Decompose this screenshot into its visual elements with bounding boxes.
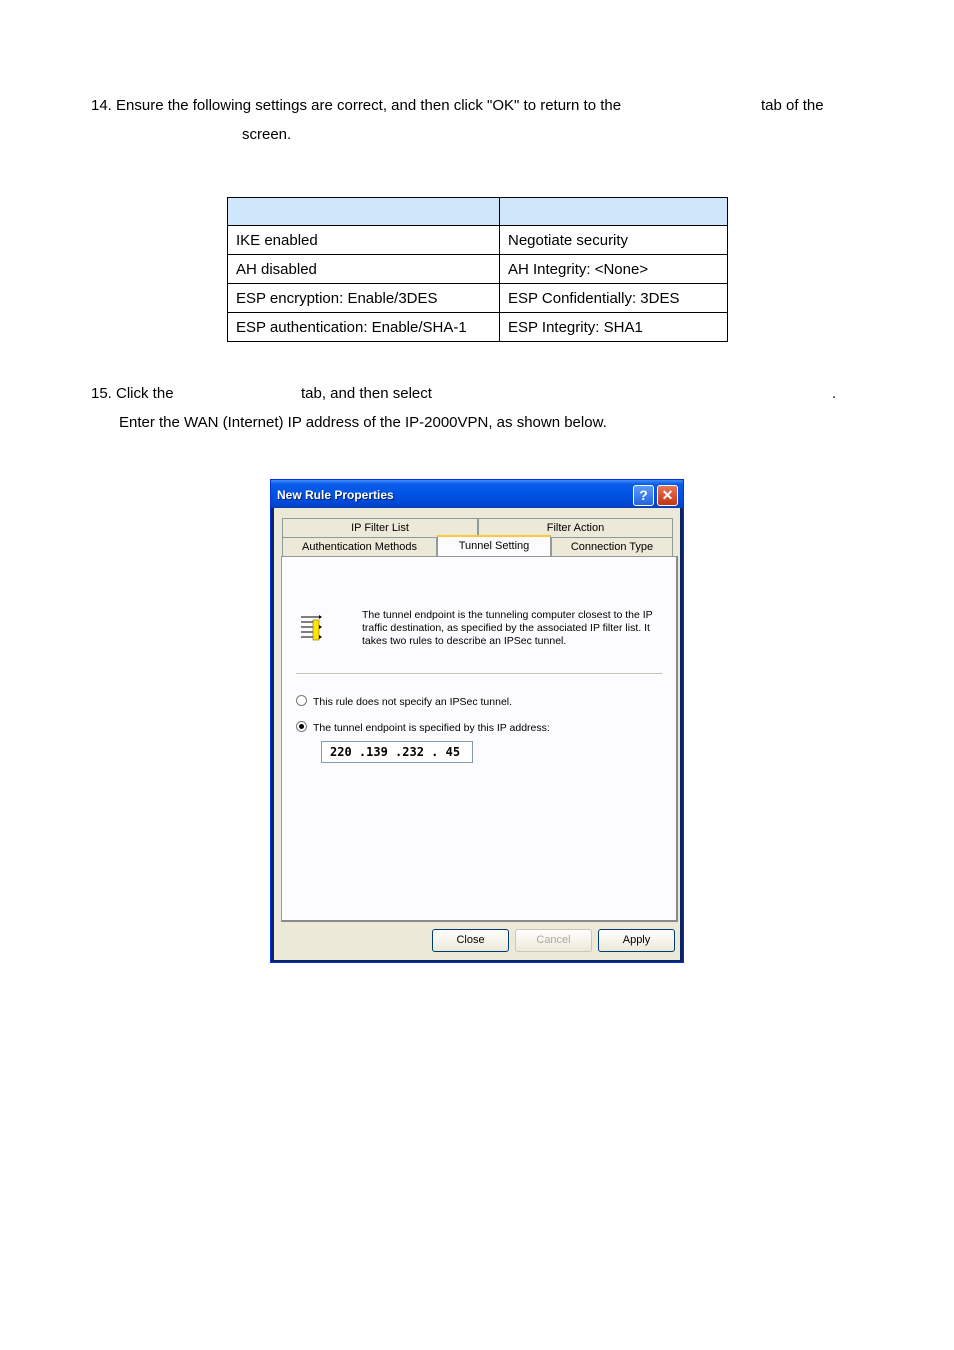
instruction-14-line1-end: tab of the [761,97,824,114]
tunnel-description: The tunnel endpoint is the tunneling computer closest to the IP traffic destination, as specified by the associated IP filter list. It takes two rules to describe an IPSec tunnel. [362,609,653,647]
radio-tunnel-ip-row[interactable] [296,721,550,734]
separator [296,673,662,675]
dialog-title: New Rule Properties [277,488,394,502]
instruction-15-line2: Enter the WAN (Internet) IP address of the IP-2000VPN, as shown below. [119,414,607,431]
table-header-row [228,198,728,226]
tunnel-setting-panel [281,556,678,922]
instruction-15-start: 15. Click the [91,385,174,402]
radio-no-tunnel-row[interactable] [296,695,512,708]
table-row [228,226,728,255]
radio-tunnel-ip[interactable] [296,721,307,732]
table-cell: ESP Confidentially: 3DES [500,284,728,313]
dialog-client-area [274,508,680,960]
table-cell: IKE enabled [228,226,500,255]
radio-tunnel-ip-label: The tunnel endpoint is specified by this IP address: [313,722,550,734]
close-icon[interactable]: ✕ [657,485,678,506]
tunnel-endpoint-ip-input[interactable]: 220 .139 .232 . 45 [321,741,473,763]
instruction-14-line1: 14. Ensure the following settings are correct, and then click "OK" to return to the [91,97,622,114]
table-cell: Negotiate security [500,226,728,255]
radio-no-tunnel-label: This rule does not specify an IPSec tunnel. [313,696,513,708]
tab-filter-action[interactable]: Filter Action [478,518,673,537]
table-row [228,284,728,313]
table-header [228,198,500,226]
help-icon[interactable]: ? [633,485,654,506]
cancel-button[interactable]: Cancel [515,929,592,952]
table-cell: ESP Integrity: SHA1 [500,313,728,342]
close-button[interactable]: Close [432,929,509,952]
table-row [228,255,728,284]
tab-ip-filter-list[interactable]: IP Filter List [282,518,478,537]
apply-button[interactable]: Apply [598,929,675,952]
tunnel-icon [299,613,323,641]
table-cell: ESP encryption: Enable/3DES [228,284,500,313]
table-header [500,198,728,226]
instruction-14-line2: screen. [242,126,292,143]
instruction-15-end: . [832,385,837,402]
table-cell: AH Integrity: <None> [500,255,728,284]
dialog-titlebar[interactable] [271,480,683,508]
table-cell: AH disabled [228,255,500,284]
tab-authentication-methods[interactable]: Authentication Methods [282,537,437,556]
settings-table [227,197,728,342]
tab-tunnel-setting[interactable]: Tunnel Setting [437,535,551,556]
tab-connection-type[interactable]: Connection Type [551,537,673,556]
table-row [228,313,728,342]
radio-no-tunnel[interactable] [296,695,307,706]
table-cell: ESP authentication: Enable/SHA-1 [228,313,500,342]
new-rule-properties-dialog [270,479,684,963]
instruction-15-middle: tab, and then select [301,385,432,402]
